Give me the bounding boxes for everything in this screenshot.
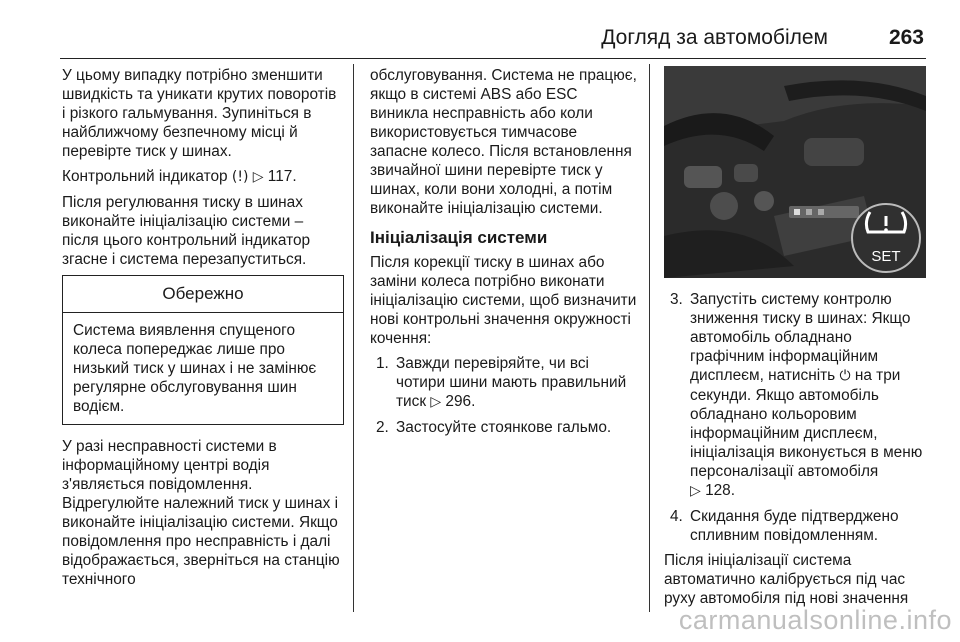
paragraph: Після корекції тиску в шинах або заміни колеса потрібно виконати ініціалізацію системи, щоб визначити нові контрольні значення окружності кочення: xyxy=(370,254,637,347)
paragraph-indicator-ref: Контрольний індикатор (!) ▷ 117. xyxy=(62,168,297,185)
page-ref: 117. xyxy=(267,168,297,185)
page-ref-arrow-icon: ▷ xyxy=(430,394,442,410)
set-label: SET xyxy=(871,248,901,265)
section-heading: Ініціалізація системи xyxy=(370,228,548,247)
caution-title: Обережно xyxy=(63,276,343,313)
watermark: carmanualsonline.info xyxy=(678,605,952,635)
caution-body: Система виявлення спущеного колеса попереджає лише про низький тиск у шинах і не замінює регулярне обслуговування шин водієм. xyxy=(73,322,317,415)
column-divider-2 xyxy=(649,64,650,612)
list-item: 3. Запустіть систему контролю зниження тиску в шинах: Якщо автомобіль обладнано графічним інформаційним дисплеєм, натисніть ⏻ на три секунди. Якщо автомобіль обладнано кольоровим інформаційним дисплеєм, ініціалізація виконується в меню персоналізації автомобіля ▷ 128. xyxy=(670,291,923,499)
page-ref-arrow-icon: ▷ xyxy=(252,169,264,185)
paragraph: обслуговування. Система не працює, якщо в системі ABS або ESC виникла несправність або коли використовується тимчасове запасне колесо. Після встановлення звичайної шини перевірте тиск у шинах, коли вони холодні, а потім виконайте ініціалізацію системи. xyxy=(370,67,637,217)
dashboard-photo xyxy=(664,66,926,278)
list-item: 4. Скидання буде підтверджено спливним повідомленням. xyxy=(670,508,899,544)
paragraph: Після регулювання тиску в шинах виконайте ініціалізацію системи – після цього контрольний індикатор згасне і система перезапуститься. xyxy=(62,194,311,268)
page-number: 263 xyxy=(888,26,924,49)
caution-box xyxy=(62,275,344,425)
list-item: 1. Завжди перевіряйте, чи всі чотири шини мають правильний тиск ▷ 296. xyxy=(376,355,627,410)
column-divider-1 xyxy=(353,64,354,612)
paragraph: У цьому випадку потрібно зменшити швидкість та уникати крутих поворотів і різкого гальмування. Зупиніться в найближчому безпечному місці й перевірте тиск у шинах. xyxy=(62,67,337,160)
section-title: Догляд за автомобілем xyxy=(601,26,828,49)
column-1 xyxy=(62,66,344,595)
column-3 xyxy=(664,66,926,614)
paragraph: У разі несправності системи в інформаційному центрі водія з'являється повідомлення. Відрегулюйте належний тиск у шинах і виконайте ініціалізацію системи. Якщо повідомлення про несправність і далі відображається, зверніться на станцію технічного xyxy=(62,438,340,588)
tyre-pressure-warning-icon: (!) xyxy=(231,169,249,185)
column-2 xyxy=(370,66,638,443)
list-item: 2. Застосуйте стоянкове гальмо. xyxy=(376,419,612,436)
page-header xyxy=(60,22,926,59)
page-ref: 296. xyxy=(445,393,476,410)
steps-list xyxy=(370,354,638,437)
steps-list-continued xyxy=(664,290,926,545)
page-ref-arrow-icon: ▷ xyxy=(690,483,701,499)
page-ref: 128. xyxy=(705,482,736,499)
set-button-icon: ⏻ xyxy=(839,368,851,384)
paragraph: Після ініціалізації система автоматично калібрується під час руху автомобіля під нові значення xyxy=(664,552,909,607)
